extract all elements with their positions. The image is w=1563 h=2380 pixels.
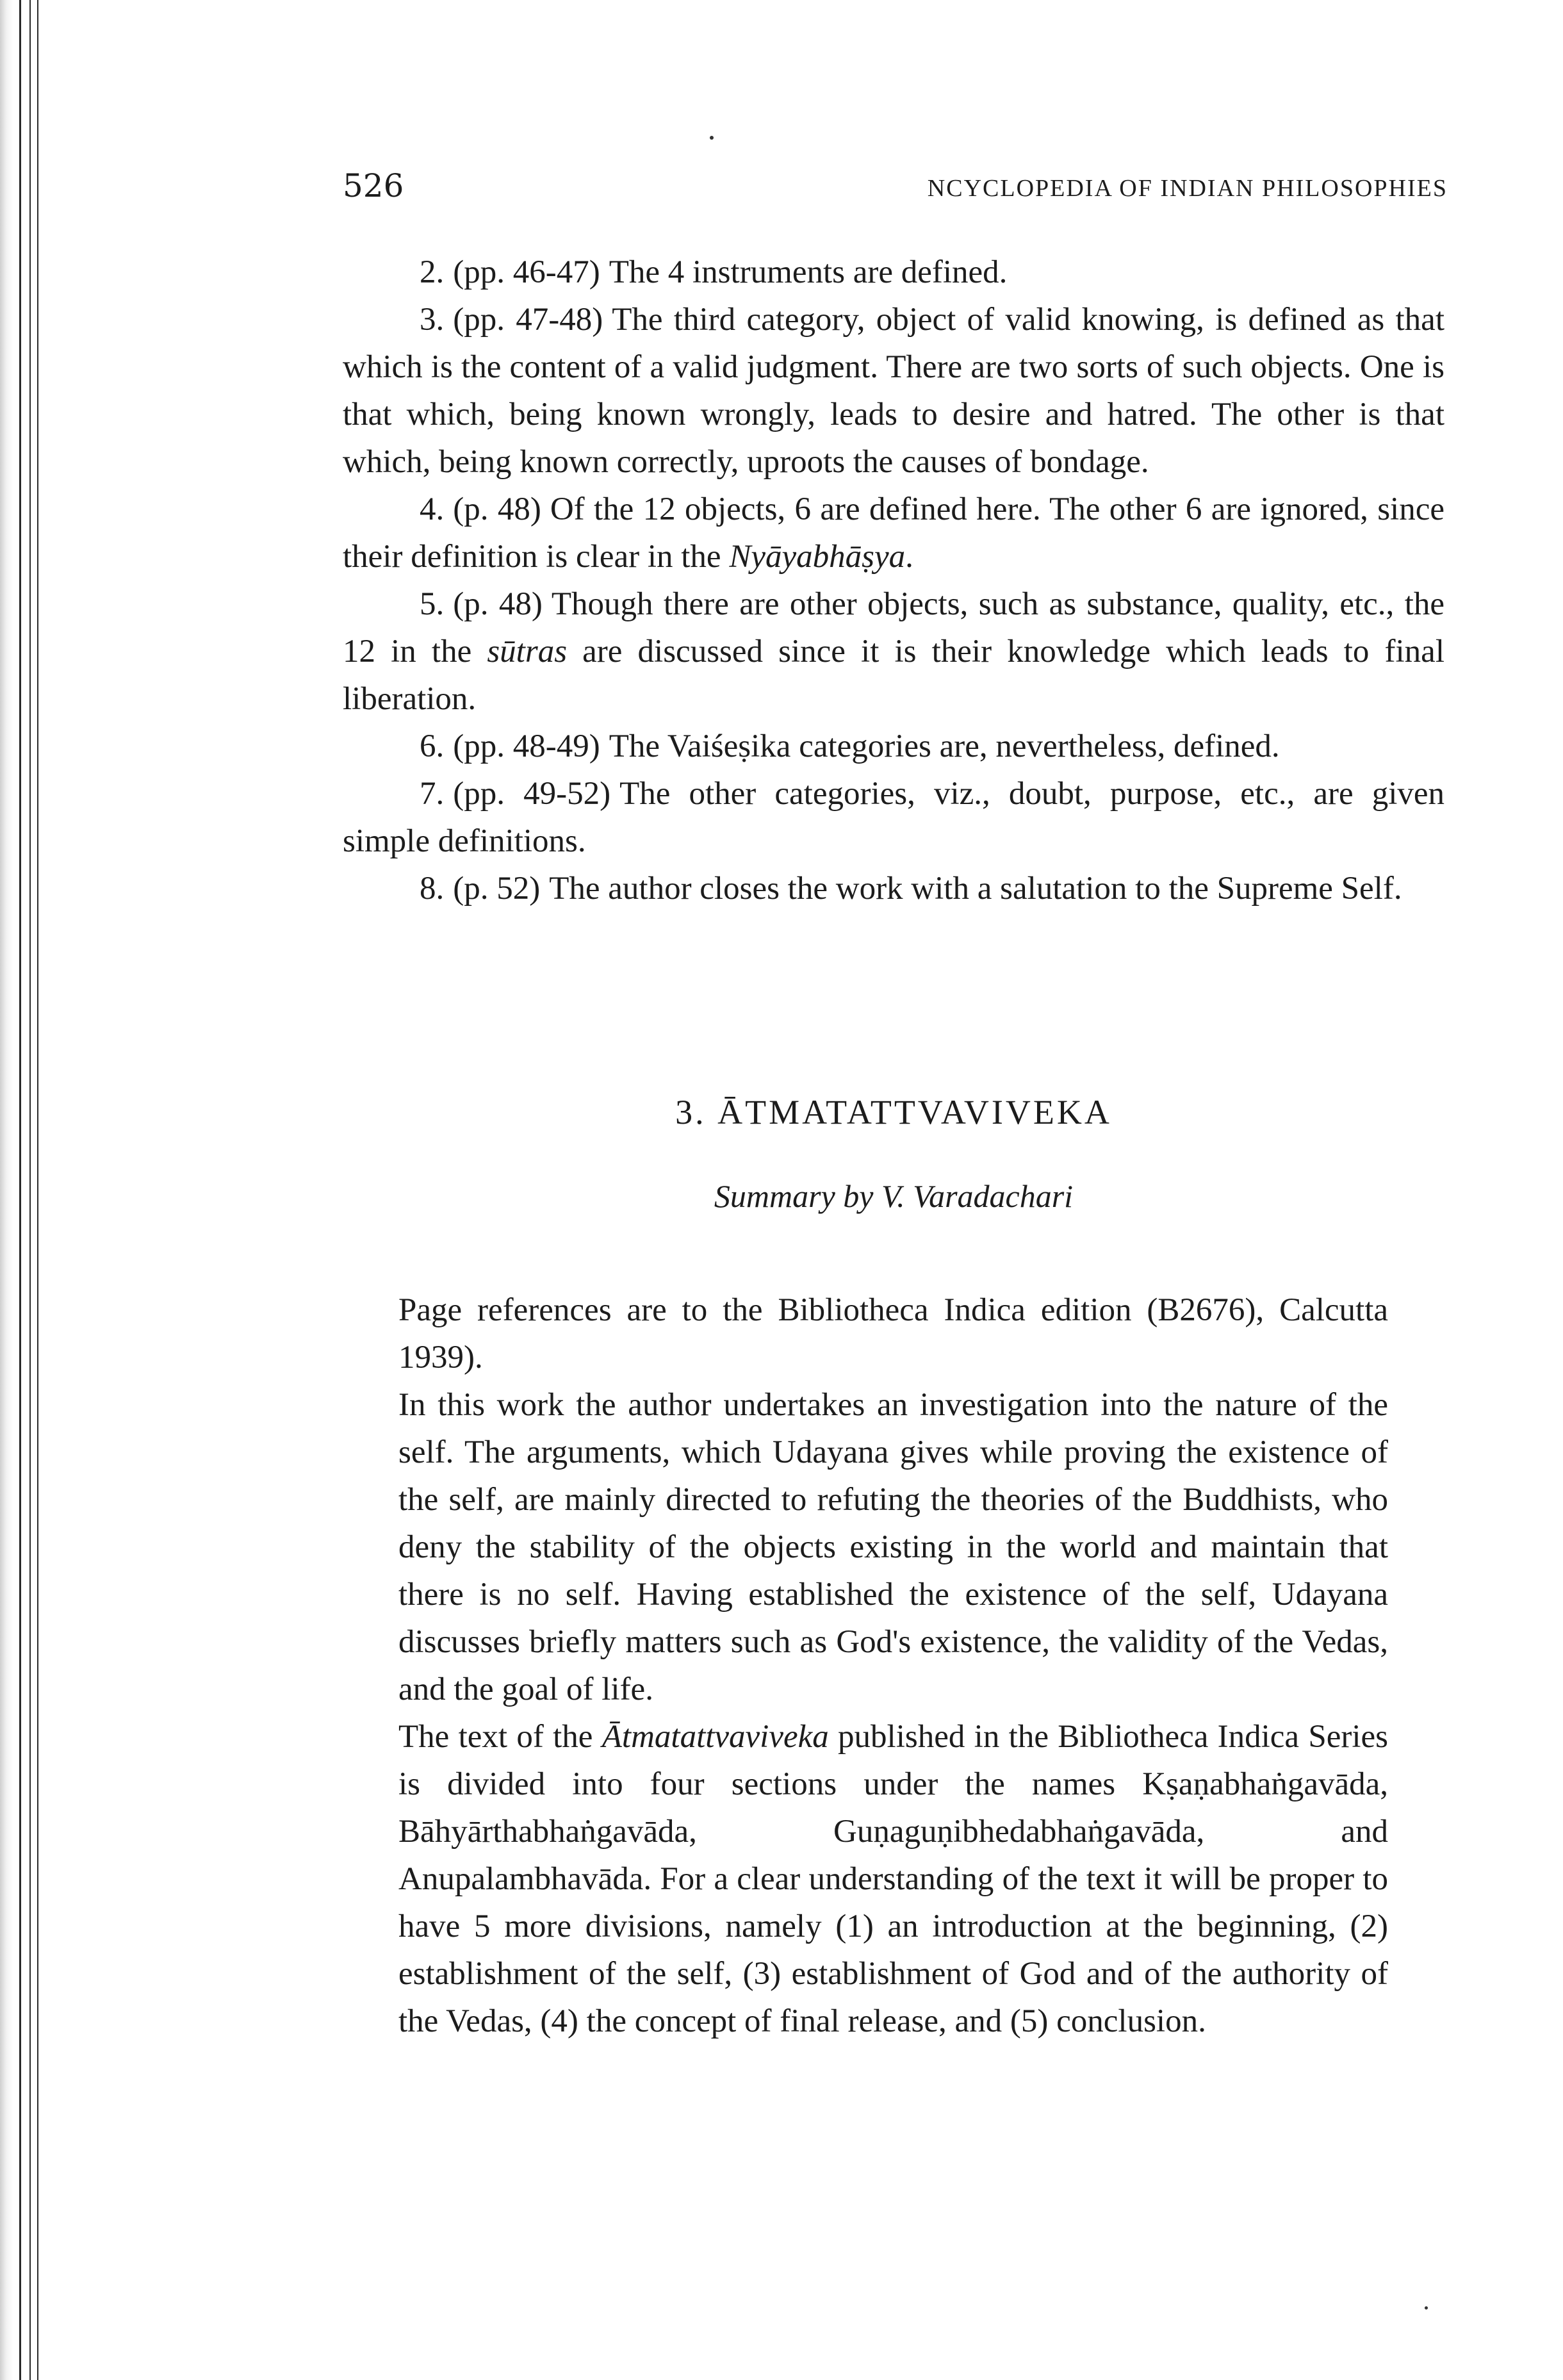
list-item	[343, 865, 1444, 912]
scan-speck	[710, 136, 714, 140]
item-number: 5.	[420, 586, 445, 622]
list-item	[343, 723, 1444, 770]
paragraph-text: The text of the	[398, 1719, 602, 1755]
page-number: 526	[343, 167, 404, 204]
item-number: 2.	[420, 254, 445, 290]
item-text-end: are discussed since it is their knowledge which leads to final liberation.	[343, 634, 1444, 717]
item-number: 3.	[420, 302, 445, 338]
binding-rule	[29, 0, 31, 2380]
list-item	[343, 249, 1444, 296]
summary-paragraph	[398, 1713, 1388, 2045]
running-head: NCYCLOPEDIA OF INDIAN PHILOSOPHIES	[927, 175, 1448, 202]
paragraph-text: published in the Bibliotheca Indica Series is divided into four sections under the names Kṣaṇabhaṅgavāda, Bāhyārthabhaṅgavāda, Guṇaguṇibhedabhaṅgavāda, and Anupalambhavāda. For a clear understanding of the text it will be proper to have 5 more divisions, namely (1) an introduction at the beginning, (2) establishment of the self, (3) establishment of God and of the authority of the Vedas, (4) the concept of final release, and (5) conclusion.	[398, 1719, 1388, 2039]
page-range: (pp. 48-49)	[453, 728, 600, 764]
page-range: (pp. 46-47)	[453, 254, 600, 290]
scan-speck	[1425, 2306, 1428, 2310]
list-item	[343, 580, 1444, 723]
binding-rule	[19, 0, 21, 2380]
item-text: The 4 instruments are defined.	[609, 254, 1008, 290]
work-title: Ātmatattvaviveka	[601, 1719, 829, 1755]
page-range: (pp. 49-52)	[453, 776, 611, 812]
list-item	[343, 770, 1444, 865]
item-number: 6.	[420, 728, 445, 764]
item-text: The third category, object of valid knowing, is defined as that which is the content of a valid judgment. There are two sorts of such objects. One is that which, being known wrongly, leads to desire and hatred. The other is that which, being known correctly, uproots the causes of bondage.	[343, 302, 1444, 480]
summary-byline: Summary by V. Varadachari	[714, 1178, 1074, 1214]
item-text-end: .	[905, 539, 913, 575]
item-text: The author closes the work with a salutation to the Supreme Self.	[549, 871, 1402, 907]
summary-paragraph: In this work the author undertakes an investigation into the nature of the self. The arguments, which Udayana gives while proving the existence of the self, are mainly directed to refuting the theories of the Buddhists, who deny the stability of the objects existing in the world and maintain that there is no self. Having established the existence of the self, Udayana discusses briefly matters such as God's existence, the validity of the Vedas, and the goal of life.	[398, 1387, 1388, 1707]
page-range: (p. 48)	[453, 586, 543, 622]
section-heading: 3. ĀTMATATTVAVIVEKA	[675, 1093, 1112, 1131]
item-text: Of the 12 objects, 6 are defined here. The other 6 are ignored, since their definition is clear in the	[343, 491, 1444, 575]
numbered-list	[343, 249, 1444, 912]
item-number: 7.	[420, 776, 445, 812]
binding-rule	[37, 0, 38, 2380]
page-range: (p. 48)	[453, 491, 541, 527]
item-text: The Vaiśeṣika categories are, nevertheless, defined.	[609, 728, 1280, 764]
item-text: Though there are other objects, such as substance, quality, etc., the 12 in the	[343, 586, 1445, 669]
item-number: 4.	[420, 491, 445, 527]
italic-term: sūtras	[487, 634, 568, 669]
page-range: (pp. 47-48)	[453, 302, 603, 338]
page-range: (p. 52)	[453, 871, 541, 907]
summary-body	[398, 1286, 1388, 2045]
page-binding-edge	[0, 0, 51, 2380]
item-text: The other categories, viz., doubt, purpose, etc., are given simple definitions.	[343, 776, 1444, 859]
work-title: Nyāyabhāṣya	[729, 539, 906, 575]
page-header	[343, 163, 1448, 208]
list-item	[343, 486, 1444, 580]
summary-paragraph: Page references are to the Bibliotheca Indica edition (B2676), Calcutta 1939).	[398, 1292, 1388, 1375]
list-item	[343, 296, 1444, 486]
item-number: 8.	[420, 871, 445, 907]
